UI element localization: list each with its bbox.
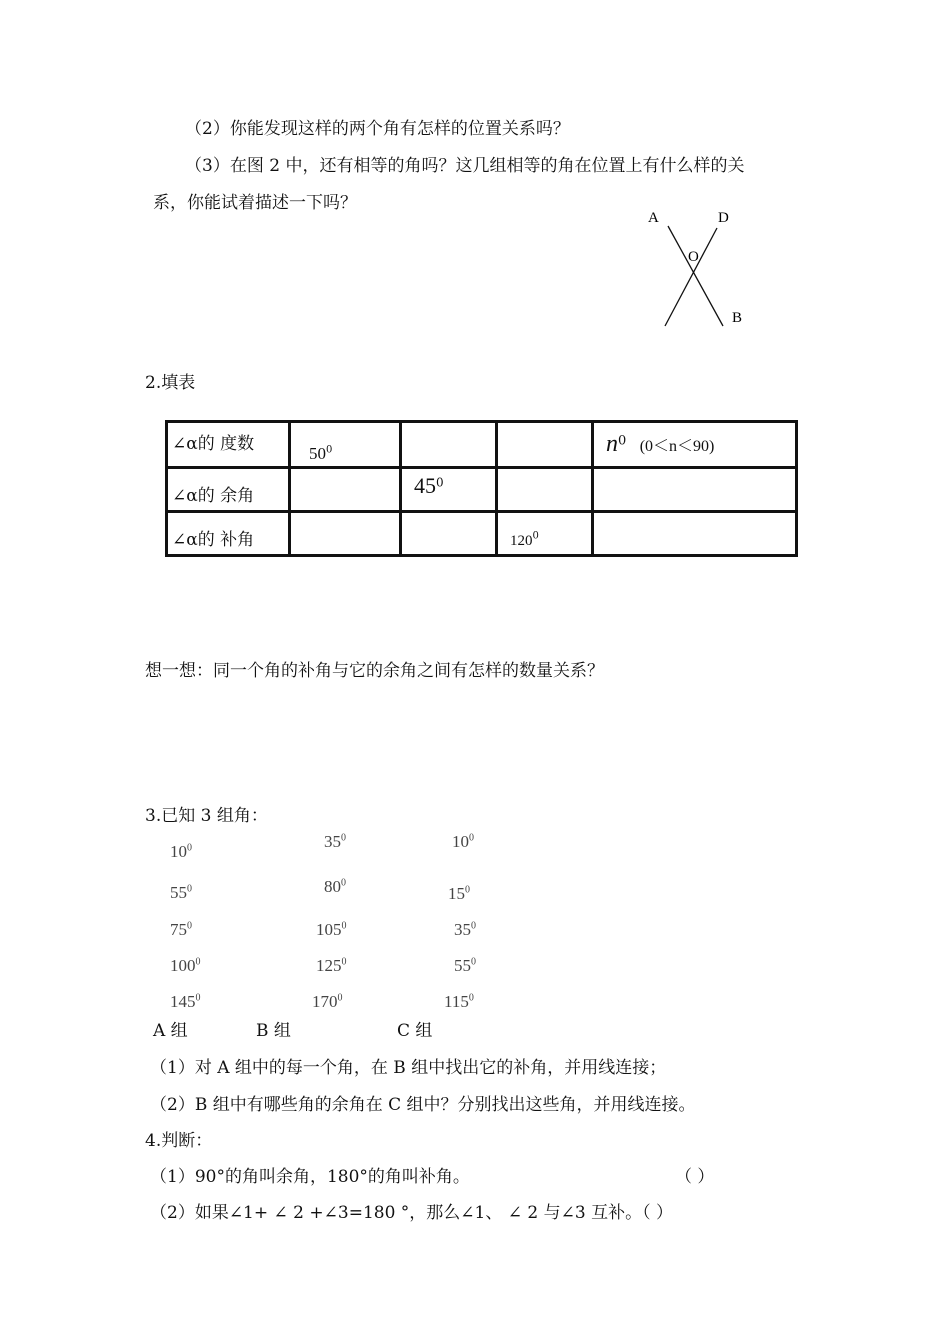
group-b-angle: $35^0$ bbox=[324, 832, 346, 851]
group-a-angle: $100^0$ bbox=[170, 956, 201, 975]
group-c-label: C 组 bbox=[397, 1021, 433, 1041]
q4-sub1-text: （1）90°的角叫余角，180°的角叫补角。 bbox=[150, 1167, 470, 1187]
table-row-complement bbox=[167, 468, 797, 512]
group-a-label: A 组 bbox=[153, 1021, 188, 1041]
cell-complement-blank-2[interactable] bbox=[497, 468, 593, 512]
q1-sub3-text-line2: 系，你能试着描述一下吗？ bbox=[153, 193, 357, 213]
label-b: B bbox=[732, 310, 743, 326]
n-range: (0＜n＜90) bbox=[639, 438, 715, 455]
complement-sup: 0 bbox=[436, 475, 444, 490]
degree-sup: 0 bbox=[326, 444, 333, 456]
supplement-value: 120 bbox=[510, 533, 533, 549]
group-a-angle: $145^0$ bbox=[170, 992, 201, 1011]
table-row-supplement bbox=[167, 512, 797, 556]
cell-degree-blank-2[interactable] bbox=[497, 422, 593, 468]
q1-sub3-text-line1: （3）在图 2 中，还有相等的角吗？这几组相等的角在位置上有什么样的关 bbox=[185, 156, 745, 176]
angle-fill-table bbox=[165, 420, 798, 557]
group-b-angle: $105^0$ bbox=[316, 920, 347, 939]
q3-sub1-text: （1）对 A 组中的每一个角，在 B 组中找出它的补角，并用线连接； bbox=[150, 1058, 667, 1078]
table-row-degree bbox=[167, 422, 797, 468]
row-header-supplement: ∠α的 补角 bbox=[167, 512, 290, 556]
group-c-angle: $115^0$ bbox=[444, 992, 474, 1011]
cell-complement-value[interactable] bbox=[401, 468, 497, 512]
degree-value: 50 bbox=[309, 444, 326, 463]
group-b-angle: $125^0$ bbox=[316, 956, 347, 975]
row-header-degree: ∠α的 度数 bbox=[167, 422, 290, 468]
q3-title: 3.已知 3 组角： bbox=[145, 806, 268, 826]
line-ab bbox=[668, 226, 723, 326]
cell-supplement-value[interactable] bbox=[497, 512, 593, 556]
q2-title: 2.填表 bbox=[145, 373, 196, 393]
group-b-label: B 组 bbox=[256, 1021, 291, 1041]
cell-supplement-blank-2[interactable] bbox=[401, 512, 497, 556]
complement-value: 45 bbox=[414, 473, 436, 498]
group-c-angle: $35^0$ bbox=[454, 920, 476, 939]
intersecting-lines-figure bbox=[630, 200, 760, 340]
label-d: D bbox=[718, 210, 729, 226]
group-c-angle: $10^0$ bbox=[452, 832, 474, 851]
cell-supplement-blank-3[interactable] bbox=[593, 512, 797, 556]
q1-sub2-text: （2）你能发现这样的两个角有怎样的位置关系吗？ bbox=[185, 119, 570, 139]
label-a: A bbox=[648, 210, 659, 226]
q3-sub2-text: （2）B 组中有哪些角的余角在 C 组中？分别找出这些角，并用线连接。 bbox=[150, 1095, 696, 1115]
n-sup: 0 bbox=[618, 433, 627, 449]
cell-complement-blank-1[interactable] bbox=[290, 468, 401, 512]
q4-sub1-answer-paren[interactable]: （ ） bbox=[675, 1167, 715, 1187]
q4-title: 4.判断： bbox=[145, 1131, 213, 1151]
group-c-angle: $15^0$ bbox=[448, 884, 470, 903]
group-a-angle: $75^0$ bbox=[170, 920, 192, 939]
group-a-angle: $10^0$ bbox=[170, 842, 192, 861]
group-a-angle: $55^0$ bbox=[170, 883, 192, 902]
cell-degree-value[interactable] bbox=[290, 422, 401, 468]
cell-degree-n[interactable] bbox=[593, 422, 797, 468]
group-c-angle: $55^0$ bbox=[454, 956, 476, 975]
cell-complement-blank-3[interactable] bbox=[593, 468, 797, 512]
n-variable: n bbox=[606, 431, 618, 457]
think-question: 想一想：同一个角的补角与它的余角之间有怎样的数量关系？ bbox=[145, 661, 604, 681]
line-cd bbox=[665, 228, 717, 326]
cell-degree-blank-1[interactable] bbox=[401, 422, 497, 468]
group-b-angle: $80^0$ bbox=[324, 877, 346, 896]
supplement-sup: 0 bbox=[532, 530, 539, 542]
group-b-angle: $170^0$ bbox=[312, 992, 343, 1011]
q4-sub2-text: （2）如果∠1+ ∠ 2 +∠3=180 °，那么∠1、 ∠ 2 与∠3 互补。（ ） bbox=[150, 1203, 673, 1223]
row-header-complement: ∠α的 余角 bbox=[167, 468, 290, 512]
label-o: O bbox=[688, 249, 699, 265]
cell-supplement-blank-1[interactable] bbox=[290, 512, 401, 556]
